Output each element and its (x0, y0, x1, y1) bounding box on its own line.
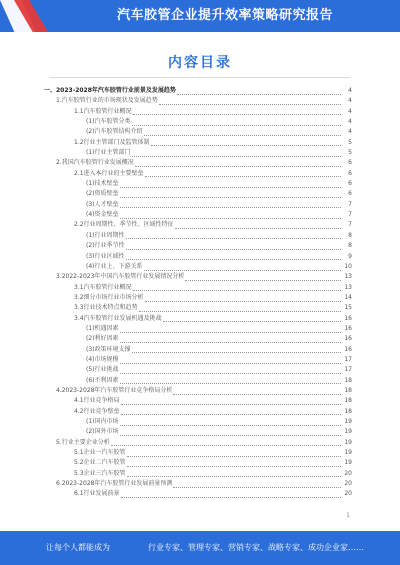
toc-leader-dots (120, 429, 342, 436)
footer-slogan: 让每个人都能成为 (46, 543, 110, 552)
toc-leader-dots (132, 119, 342, 126)
toc-entry-title: 5.1企业一汽车胶管 (74, 449, 126, 457)
toc-entry-page: 18 (344, 386, 352, 394)
toc-leader-dots (135, 160, 341, 167)
toc-entry[interactable] (44, 448, 352, 458)
toc-entry[interactable] (44, 231, 352, 241)
toc-entry-page: 4 (348, 128, 352, 136)
toc-leader-dots (120, 326, 342, 333)
toc-leader-dots (159, 98, 341, 105)
toc-entry-title: (2)汽车胶管结构介绍 (86, 128, 143, 136)
toc-entry-page: 20 (344, 469, 352, 477)
toc-entry-page: 14 (344, 293, 352, 301)
toc-entry-title: 3.4汽车胶管行业发展机遇及挑战 (74, 314, 162, 322)
toc-entry-title: (2)利好因素 (86, 335, 119, 343)
toc-entry-page: 16 (344, 345, 352, 353)
toc-entry[interactable] (44, 117, 352, 127)
toc-entry-page: 8 (348, 231, 352, 239)
toc-entry[interactable] (44, 169, 352, 179)
toc-entry-title: (3)人才壁垒 (86, 200, 119, 208)
toc-entry[interactable] (44, 293, 352, 303)
toc-entry[interactable] (44, 376, 352, 386)
toc-entry[interactable] (44, 148, 352, 158)
toc-entry-page: 19 (344, 449, 352, 457)
toc-leader-dots (132, 346, 342, 353)
toc-leader-dots (127, 470, 341, 477)
toc-entry-title: (1)国内市场 (86, 418, 119, 425)
toc-entry-page: 6 (348, 169, 352, 177)
toc-entry[interactable] (44, 241, 352, 251)
toc-entry[interactable] (44, 283, 352, 293)
toc-entry-title: 6.2023-2028年汽车胶管行业发展前景预测 (56, 480, 173, 488)
toc-entry-title: 5.2企业二汽车胶管 (74, 459, 126, 467)
toc-entry-page: 13 (344, 273, 352, 281)
toc-entry-title: 4.2行业竞争壁垒 (74, 407, 120, 415)
report-title: 汽车胶管企业提升效率策略研究报告 (116, 8, 333, 23)
toc-entry-title: 5.行业主要企业分析 (56, 438, 110, 446)
toc-entry-page: 4 (348, 107, 352, 115)
toc-leader-dots (120, 377, 342, 384)
toc-entry[interactable] (44, 458, 352, 468)
toc-leader-dots (120, 212, 342, 219)
toc-entry-title: 1.1汽车胶管行业概况 (74, 107, 132, 115)
toc-entry[interactable] (44, 365, 352, 375)
toc-entry-title: (1)行业主管部门 (86, 149, 131, 157)
toc-entry-title: 2.我国汽车胶管行业发展概况 (56, 159, 134, 167)
toc-entry-title: (4)行业上、下游关系 (86, 262, 143, 270)
page-number: 1 (346, 512, 350, 519)
toc-leader-dots (139, 305, 341, 312)
toc-leader-dots (163, 315, 341, 322)
toc-entry-page: 19 (344, 459, 352, 467)
toc-leader-dots (120, 191, 342, 198)
toc-entry-page: 17 (344, 366, 352, 374)
toc-entry-page: 4 (348, 87, 352, 94)
toc-entry[interactable] (44, 417, 352, 427)
toc-entry[interactable] (44, 138, 352, 148)
toc-entry-page: 18 (344, 376, 352, 384)
page-footer (0, 531, 400, 565)
table-of-contents (44, 86, 352, 500)
toc-entry-title: (5)行业挑战 (86, 366, 119, 374)
toc-entry-title: 3.3行业技术特点和趋势 (74, 304, 138, 312)
toc-entry-title: 2.2行业周期性、季节性、区域性特征 (74, 221, 174, 229)
toc-entry-title: 3.1汽车胶管行业概况 (74, 283, 132, 291)
toc-entry[interactable] (44, 107, 352, 117)
toc-entry[interactable] (44, 303, 352, 313)
toc-entry[interactable] (44, 189, 352, 199)
toc-entry-page: 6 (348, 180, 352, 188)
toc-entry-title: 1.2行业主管部门及监管体制 (74, 138, 150, 146)
toc-entry-page: 20 (344, 480, 352, 488)
toc-entry-title: 5.3企业三汽车胶管 (74, 469, 126, 477)
toc-entry-page: 9 (348, 252, 352, 260)
toc-entry-page: 8 (348, 242, 352, 250)
toc-entry-title: 3.2细分市场行业市场分析 (74, 293, 144, 301)
toc-entry[interactable] (44, 272, 352, 282)
toc-entry-page: 19 (344, 438, 352, 446)
toc-entry[interactable] (44, 324, 352, 334)
toc-entry[interactable] (44, 314, 352, 324)
toc-leader-dots (185, 274, 341, 281)
toc-leader-dots (173, 388, 341, 395)
toc-entry[interactable] (44, 252, 352, 262)
toc-entry[interactable] (44, 407, 352, 417)
toc-entry[interactable] (44, 345, 352, 355)
toc-entry[interactable] (44, 386, 352, 396)
toc-entry-page: 6 (348, 159, 352, 167)
toc-leader-dots (120, 419, 342, 426)
toc-entry-page: 19 (344, 428, 352, 436)
toc-leader-dots (145, 170, 341, 177)
toc-entry-page: 4 (348, 97, 352, 105)
toc-leader-dots (127, 460, 341, 467)
toc-entry[interactable] (44, 355, 352, 365)
toc-leader-dots (127, 450, 341, 457)
toc-entry-title: (2)国外市场 (86, 428, 119, 436)
toc-entry[interactable] (44, 469, 352, 479)
toc-entry-title: 2.1进入本行业的主要壁垒 (74, 169, 144, 177)
toc-leader-dots (126, 253, 342, 260)
toc-entry-page: 19 (344, 418, 352, 425)
toc-leader-dots (133, 284, 341, 291)
toc-leader-dots (173, 481, 341, 488)
toc-entry-title: 4.1行业竞争格局 (74, 397, 120, 405)
toc-entry-title: (2)资质壁垒 (86, 190, 119, 198)
toc-entry-page: 7 (348, 200, 352, 208)
toc-entry[interactable] (44, 158, 352, 168)
toc-entry[interactable] (44, 96, 352, 106)
toc-leader-dots (132, 150, 342, 157)
footer-roles: 行业专家、管理专家、营销专家、战略专家、成功企业家…… (148, 543, 364, 552)
toc-leader-dots (121, 398, 341, 405)
toc-entry-page: 18 (344, 407, 352, 415)
toc-leader-dots (133, 108, 341, 115)
toc-entry-page: 17 (344, 355, 352, 363)
toc-entry-page: 6 (348, 190, 352, 198)
toc-leader-dots (121, 491, 341, 498)
toc-leader-dots (126, 232, 342, 239)
toc-entry[interactable] (44, 200, 352, 210)
toc-entry-page: 16 (344, 314, 352, 322)
toc-entry-title: 6.1行业发展前景 (74, 490, 120, 498)
toc-leader-dots (120, 201, 342, 208)
toc-entry-title: (2)行业季节性 (86, 242, 125, 250)
toc-entry-page: 5 (348, 149, 352, 157)
toc-entry[interactable] (44, 438, 352, 448)
toc-entry-page: 18 (344, 397, 352, 405)
toc-entry-page: 10 (344, 262, 352, 270)
toc-entry-title: (4)资金壁垒 (86, 211, 119, 219)
toc-entry[interactable] (44, 396, 352, 406)
toc-leader-dots (144, 129, 342, 136)
toc-entry-title: (6)不利因素 (86, 376, 119, 384)
toc-entry[interactable] (44, 179, 352, 189)
toc-leader-dots (121, 408, 341, 415)
toc-entry-title: (4)市场规模 (86, 355, 119, 363)
toc-entry-page: 4 (348, 118, 352, 126)
page-header (0, 0, 400, 32)
toc-entry[interactable] (44, 220, 352, 230)
toc-entry-page: 16 (344, 335, 352, 343)
toc-leader-dots (111, 439, 341, 446)
toc-leader-dots (145, 295, 341, 302)
toc-entry[interactable] (44, 127, 352, 137)
toc-leader-dots (120, 336, 342, 343)
toc-leader-dots (120, 357, 342, 364)
toc-entry[interactable] (44, 86, 352, 96)
toc-entry-page: 15 (344, 304, 352, 312)
toc-entry-page: 7 (348, 221, 352, 229)
toc-divider (50, 77, 350, 78)
toc-leader-dots (144, 264, 342, 271)
toc-entry-title: (1)行业周期性 (86, 231, 125, 239)
toc-entry[interactable] (44, 334, 352, 344)
toc-entry-page: 16 (344, 324, 352, 332)
toc-entry[interactable] (44, 262, 352, 272)
toc-entry-title: (3)行业区域性 (86, 252, 125, 260)
toc-entry[interactable] (44, 489, 352, 499)
toc-entry[interactable] (44, 479, 352, 489)
toc-heading: 内容目录 (168, 55, 232, 71)
toc-entry-title: 4.2023-2028年汽车胶管行业竞争格局分析 (56, 386, 173, 394)
toc-entry[interactable] (44, 427, 352, 437)
toc-entry-title: 一、2023-2028年汽车胶管行业前景及发展趋势 (44, 87, 176, 94)
toc-entry-title: (1)技术壁垒 (86, 180, 119, 188)
toc-leader-dots (126, 243, 342, 250)
toc-entry-page: 5 (348, 138, 352, 146)
toc-leader-dots (177, 88, 341, 95)
toc-entry-page: 20 (344, 490, 352, 498)
toc-entry-page: 13 (344, 283, 352, 291)
toc-leader-dots (175, 222, 341, 229)
toc-entry-title: (1)汽车胶管分类 (86, 118, 131, 126)
toc-leader-dots (151, 139, 341, 146)
toc-leader-dots (120, 367, 342, 374)
toc-entry-title: 1.汽车胶管行业的市场现状及发展趋势 (56, 97, 158, 105)
toc-leader-dots (120, 181, 342, 188)
toc-entry-title: 3.2022-2023年中国汽车胶管行业发展情况分析 (56, 273, 185, 281)
toc-entry-page: 7 (348, 211, 352, 219)
toc-entry-title: (3)政策环境支撑 (86, 345, 131, 353)
toc-entry[interactable] (44, 210, 352, 220)
toc-entry-title: (1)机遇因素 (86, 324, 119, 332)
